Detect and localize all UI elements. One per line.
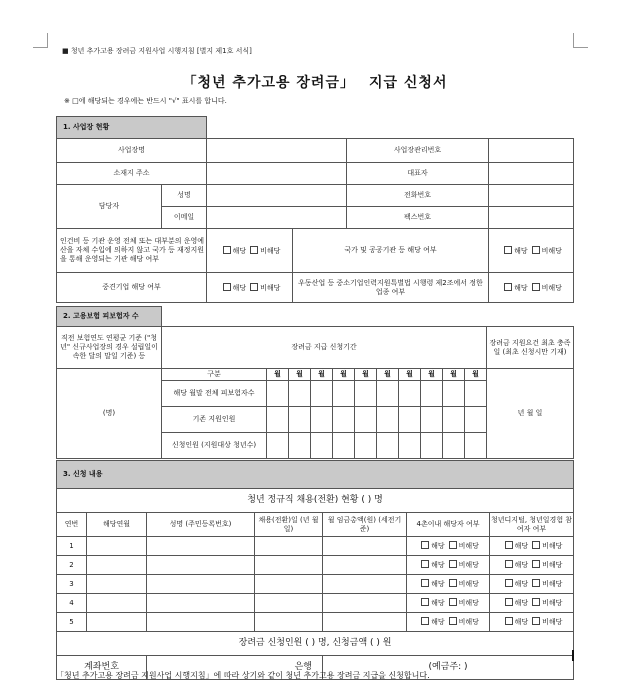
relative-options: 해당 비해당: [407, 556, 490, 575]
col-name: 성명 (주민등록번호): [147, 513, 255, 537]
row-number: 5: [57, 613, 87, 632]
count-cell[interactable]: [465, 433, 487, 459]
month-header: 월: [267, 369, 289, 381]
col-no: 연번: [57, 513, 87, 537]
count-cell[interactable]: [267, 433, 289, 459]
hire-date-field[interactable]: [255, 594, 323, 613]
text-cursor: [572, 650, 574, 661]
name-field[interactable]: [147, 594, 255, 613]
name-field[interactable]: [147, 537, 255, 556]
relative-options: 해당 비해당: [407, 575, 490, 594]
title-program: 「청년 추가고용 장려금」: [182, 75, 355, 91]
checkbox[interactable]: [505, 541, 513, 549]
count-cell[interactable]: [311, 381, 333, 407]
phone-label: 전화번호: [347, 185, 489, 207]
first-eligible-date-field[interactable]: 년 월 일: [487, 369, 574, 459]
hire-date-field[interactable]: [255, 537, 323, 556]
count-cell[interactable]: [289, 433, 311, 459]
checkbox[interactable]: [449, 598, 457, 606]
row-number: 2: [57, 556, 87, 575]
contact-name-field[interactable]: [207, 185, 347, 207]
wage-field[interactable]: [323, 594, 407, 613]
count-cell[interactable]: [399, 407, 421, 433]
declaration-text: 「청년 추가고용 장려금 지원사업 시행지침」에 따라 상기와 같이 청년 추가고용 장려금 지급을 신청합니다.: [56, 671, 430, 680]
program-options: 해당 비해당: [490, 575, 574, 594]
count-cell[interactable]: [377, 381, 399, 407]
checkbox[interactable]: [505, 560, 513, 568]
program-options: 해당 비해당: [490, 537, 574, 556]
rep-field[interactable]: [489, 163, 574, 185]
count-cell[interactable]: [333, 407, 355, 433]
month-header: 월: [355, 369, 377, 381]
section-3-table: [56, 460, 574, 680]
checkbox[interactable]: [449, 617, 457, 625]
month-header: 월: [465, 369, 487, 381]
address-label: 소재지 주소: [57, 163, 207, 185]
insured-basis-label: 직전 보험연도 연평균 기준 ("청년" 신규사업장의 경우 설립일이 속한 달의 말일 기준) 등: [57, 327, 162, 369]
first-eligible-date-label: 장려금 지원요건 최초 충족일 (최초 신청시만 기재): [487, 327, 574, 369]
q2-label: 국가 및 공공기관 등 해당 여부: [293, 229, 489, 273]
business-mgmt-no-field[interactable]: [489, 139, 574, 163]
checkbox[interactable]: [505, 617, 513, 625]
col-relative: 4촌이내 해당자 여부: [407, 513, 490, 537]
form-reference: ■ 청년 추가고용 장려금 지원사업 시행지침 [별지 제1호 서식]: [62, 47, 252, 55]
month-header: 월: [399, 369, 421, 381]
checkbox[interactable]: [504, 283, 512, 291]
gubun-label: 구분: [162, 369, 267, 381]
wage-field[interactable]: [323, 613, 407, 632]
check-instruction: ※ □에 해당되는 경우에는 반드시 "√" 표시를 합니다.: [64, 97, 227, 105]
insured-total-label: 해당 월말 전체 피보험자수: [162, 381, 267, 407]
crop-mark-top-left: [33, 33, 48, 48]
contact-name-label: 성명: [162, 185, 207, 207]
count-cell[interactable]: [289, 407, 311, 433]
month-field[interactable]: [87, 575, 147, 594]
count-cell[interactable]: [267, 381, 289, 407]
q3-options: 해당 비해당: [207, 273, 293, 303]
q4-options: 해당 비해당: [489, 273, 574, 303]
checkbox[interactable]: [250, 246, 258, 254]
count-cell[interactable]: [465, 381, 487, 407]
row-number: 3: [57, 575, 87, 594]
section-1-heading: 1. 사업장 현황: [57, 117, 207, 139]
business-mgmt-no-label: 사업장관리번호: [347, 139, 489, 163]
hire-date-field[interactable]: [255, 613, 323, 632]
checkbox[interactable]: [532, 579, 540, 587]
name-field[interactable]: [147, 556, 255, 575]
col-month: 해당연월: [87, 513, 147, 537]
q1-options: 해당 비해당: [207, 229, 293, 273]
address-field[interactable]: [207, 163, 347, 185]
checkbox[interactable]: [449, 579, 457, 587]
count-cell[interactable]: [399, 433, 421, 459]
count-cell[interactable]: [377, 407, 399, 433]
month-header: 월: [311, 369, 333, 381]
wage-field[interactable]: [323, 537, 407, 556]
count-cell[interactable]: [443, 381, 465, 407]
checkbox[interactable]: [532, 246, 540, 254]
program-options: 해당 비해당: [490, 613, 574, 632]
checkbox[interactable]: [532, 541, 540, 549]
checkbox[interactable]: [532, 283, 540, 291]
checkbox[interactable]: [421, 560, 429, 568]
count-cell[interactable]: [355, 381, 377, 407]
checkbox[interactable]: [532, 598, 540, 606]
count-cell[interactable]: [311, 407, 333, 433]
fax-field[interactable]: [489, 207, 574, 229]
checkbox[interactable]: [421, 598, 429, 606]
name-field[interactable]: [147, 575, 255, 594]
q4-label: 우동산업 등 중소기업인력지원특별법 시행령 제2조에서 정한 업종 여부: [293, 273, 489, 303]
count-cell[interactable]: [421, 381, 443, 407]
checkbox[interactable]: [250, 283, 258, 291]
month-field[interactable]: [87, 556, 147, 575]
checkbox[interactable]: [421, 541, 429, 549]
phone-field[interactable]: [489, 185, 574, 207]
month-header: 월: [443, 369, 465, 381]
business-name-field[interactable]: [207, 139, 347, 163]
contact-label: 담당자: [57, 185, 162, 229]
checkbox[interactable]: [223, 246, 231, 254]
fax-label: 팩스번호: [347, 207, 489, 229]
count-cell[interactable]: [421, 407, 443, 433]
count-cell[interactable]: [465, 407, 487, 433]
name-field[interactable]: [147, 613, 255, 632]
wage-field[interactable]: [323, 575, 407, 594]
count-cell[interactable]: [333, 381, 355, 407]
email-field[interactable]: [207, 207, 347, 229]
business-name-label: 사업장명: [57, 139, 207, 163]
hire-date-field[interactable]: [255, 556, 323, 575]
q1-label: 인건비 등 기관 운영 전체 또는 대부분의 운영예산을 자체 수입에 의하지 않고 국가 등 재정지원을 통해 운영되는 기관 해당 여부: [57, 229, 207, 273]
checkbox[interactable]: [532, 617, 540, 625]
q2-options: 해당 비해당: [489, 229, 574, 273]
count-cell[interactable]: [311, 433, 333, 459]
month-header: 월: [377, 369, 399, 381]
count-cell[interactable]: [421, 433, 443, 459]
section-1-table: [56, 116, 574, 303]
application-summary: 장려금 신청인원 ( ) 명, 신청금액 ( ) 원: [57, 632, 574, 656]
col-program: 청년디지털, 청년일경험 참여자 여부: [490, 513, 574, 537]
count-cell[interactable]: [267, 407, 289, 433]
program-options: 해당 비해당: [490, 594, 574, 613]
rep-label: 대표자: [347, 163, 489, 185]
q3-label: 중견기업 해당 여부: [57, 273, 207, 303]
month-field[interactable]: [87, 613, 147, 632]
month-field[interactable]: [87, 594, 147, 613]
count-cell[interactable]: [355, 407, 377, 433]
row-number: 4: [57, 594, 87, 613]
applicant-count-label: 신청인원 (지원대상 청년수): [162, 433, 267, 459]
count-cell[interactable]: [399, 381, 421, 407]
count-cell[interactable]: [355, 433, 377, 459]
relative-options: 해당 비해당: [407, 594, 490, 613]
checkbox[interactable]: [421, 617, 429, 625]
hiring-status: 청년 정규직 채용(전환) 현황 ( ) 명: [57, 489, 574, 513]
count-cell[interactable]: [333, 433, 355, 459]
col-wage: 월 임금총액(원) (세전기준): [323, 513, 407, 537]
program-options: 해당 비해당: [490, 556, 574, 575]
month-field[interactable]: [87, 537, 147, 556]
count-cell[interactable]: [377, 433, 399, 459]
month-header: 월: [289, 369, 311, 381]
bank-label: 은행: [147, 656, 323, 680]
count-cell[interactable]: [443, 433, 465, 459]
account-label: 계좌번호: [57, 656, 147, 680]
month-header: 월: [421, 369, 443, 381]
checkbox[interactable]: [449, 560, 457, 568]
title-form: 지급 신청서: [368, 75, 448, 91]
checkbox[interactable]: [421, 579, 429, 587]
count-cell[interactable]: [289, 381, 311, 407]
checkbox[interactable]: [532, 560, 540, 568]
email-label: 이메일: [162, 207, 207, 229]
checkbox[interactable]: [223, 283, 231, 291]
crop-mark-top-right: [573, 33, 588, 48]
count-cell[interactable]: [443, 407, 465, 433]
wage-field[interactable]: [323, 556, 407, 575]
checkbox[interactable]: [504, 246, 512, 254]
unit-label: (명): [57, 369, 162, 459]
relative-options: 해당 비해당: [407, 537, 490, 556]
row-number: 1: [57, 537, 87, 556]
col-hire-date: 채용(전환)일 (년 월 일): [255, 513, 323, 537]
checkbox[interactable]: [449, 541, 457, 549]
relative-options: 해당 비해당: [407, 613, 490, 632]
checkbox[interactable]: [505, 579, 513, 587]
section-2-table: [56, 306, 574, 459]
document-title: [0, 72, 630, 92]
section-2-heading: 2. 고용보험 피보험자 수: [57, 307, 162, 327]
section-3-heading: 3. 신청 내용: [57, 461, 574, 489]
application-period-label: 장려금 지급 신청기간: [162, 327, 487, 369]
existing-support-label: 기존 지원인원: [162, 407, 267, 433]
month-header: 월: [333, 369, 355, 381]
checkbox[interactable]: [505, 598, 513, 606]
account-holder-field[interactable]: (예금주: ): [323, 656, 574, 680]
hire-date-field[interactable]: [255, 575, 323, 594]
